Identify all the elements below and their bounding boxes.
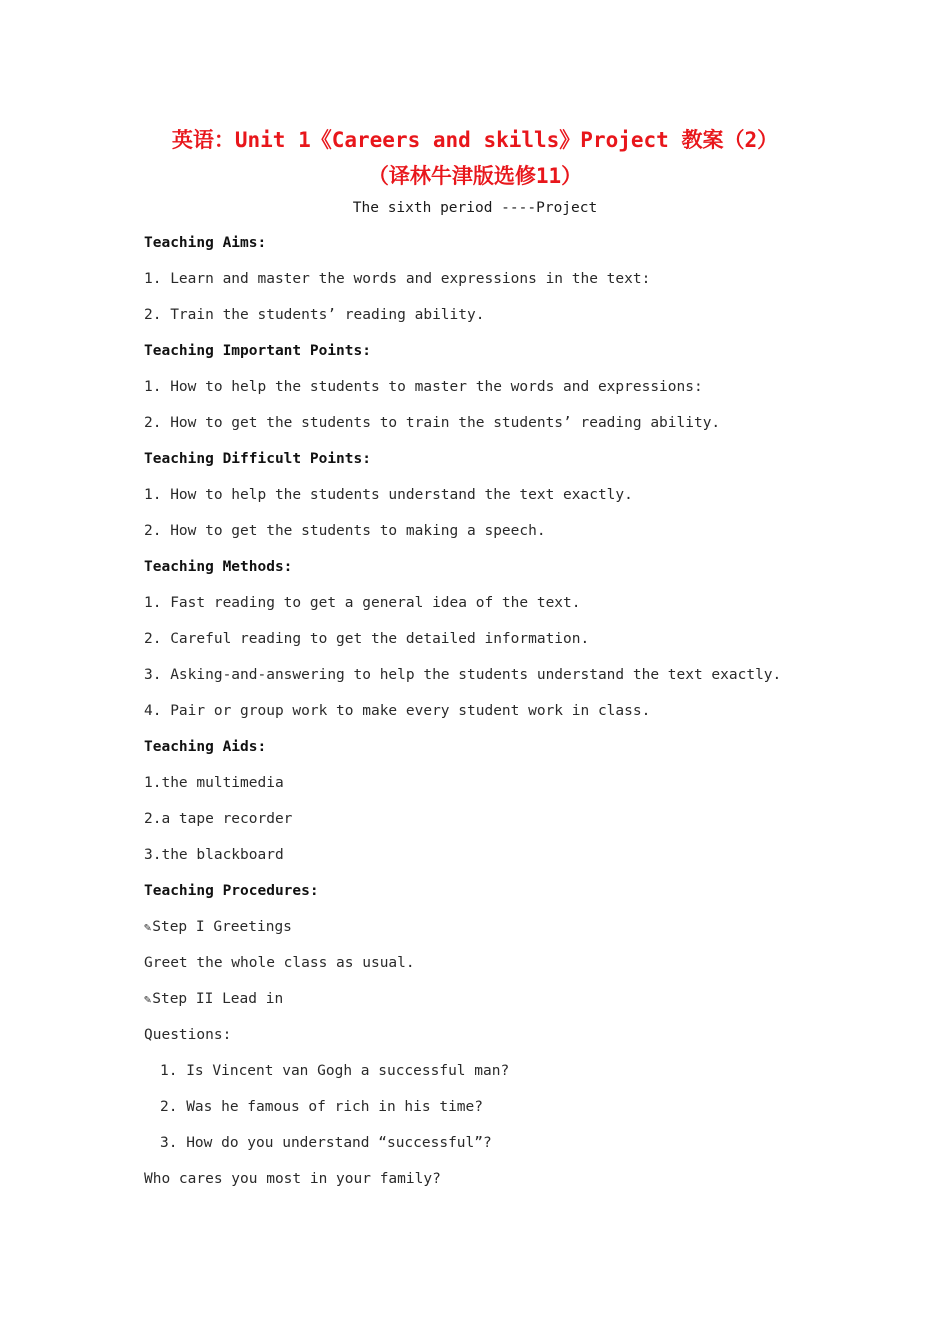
body-text-line: 1. Learn and master the words and expressions in the text:	[144, 271, 651, 287]
pencil-bullet-icon: ✎	[144, 992, 152, 1006]
body-text-line: Greet the whole class as usual.	[144, 955, 415, 971]
body-text-line: 1. Fast reading to get a general idea of the text.	[144, 595, 581, 611]
body-text-line: 2. Careful reading to get the detailed information.	[144, 631, 590, 647]
section-heading: Teaching Procedures:	[144, 883, 319, 899]
section-heading: Teaching Difficult Points:	[144, 451, 371, 467]
body-text-line: 3.the blackboard	[144, 847, 284, 863]
body-text-line: 2. How to get the students to making a speech.	[144, 523, 546, 539]
body-text-line: 2. How to get the students to train the students’ reading ability.	[144, 415, 721, 431]
step-heading-text: Step II Lead in	[152, 991, 284, 1007]
body-text-line: Questions:	[144, 1027, 232, 1043]
pencil-bullet-icon: ✎	[144, 920, 152, 934]
body-text-line: 1. How to help the students understand the text exactly.	[144, 487, 633, 503]
question-item: 3. How do you understand “successful”?	[160, 1135, 492, 1151]
question-item: 1. Is Vincent van Gogh a successful man?	[160, 1063, 510, 1079]
document-title-line1: 英语：Unit 1《Careers and skills》Project 教案（2）	[171, 128, 779, 152]
section-heading: Teaching Aids:	[144, 739, 267, 755]
document-title-line2: （译林牛津版选修11）	[367, 164, 583, 188]
body-text-line: Who cares you most in your family?	[144, 1171, 441, 1187]
body-text-line: 2. Train the students’ reading ability.	[144, 307, 485, 323]
body-text-line: 1. How to help the students to master the words and expressions:	[144, 379, 703, 395]
section-heading: Teaching Aims:	[144, 235, 267, 251]
body-text-line: 3. Asking-and-answering to help the students understand the text exactly.	[144, 667, 782, 683]
body-text-line: 1.the multimedia	[144, 775, 284, 791]
step-heading	[144, 917, 292, 937]
step-heading	[144, 989, 283, 1009]
document-subtitle: The sixth period ----Project	[352, 200, 598, 216]
section-heading: Teaching Methods:	[144, 559, 293, 575]
step-heading-text: Step I Greetings	[152, 919, 292, 935]
body-text-line: 4. Pair or group work to make every student work in class.	[144, 703, 651, 719]
body-text-line: 2.a tape recorder	[144, 811, 293, 827]
question-item: 2. Was he famous of rich in his time?	[160, 1099, 484, 1115]
section-heading: Teaching Important Points:	[144, 343, 371, 359]
